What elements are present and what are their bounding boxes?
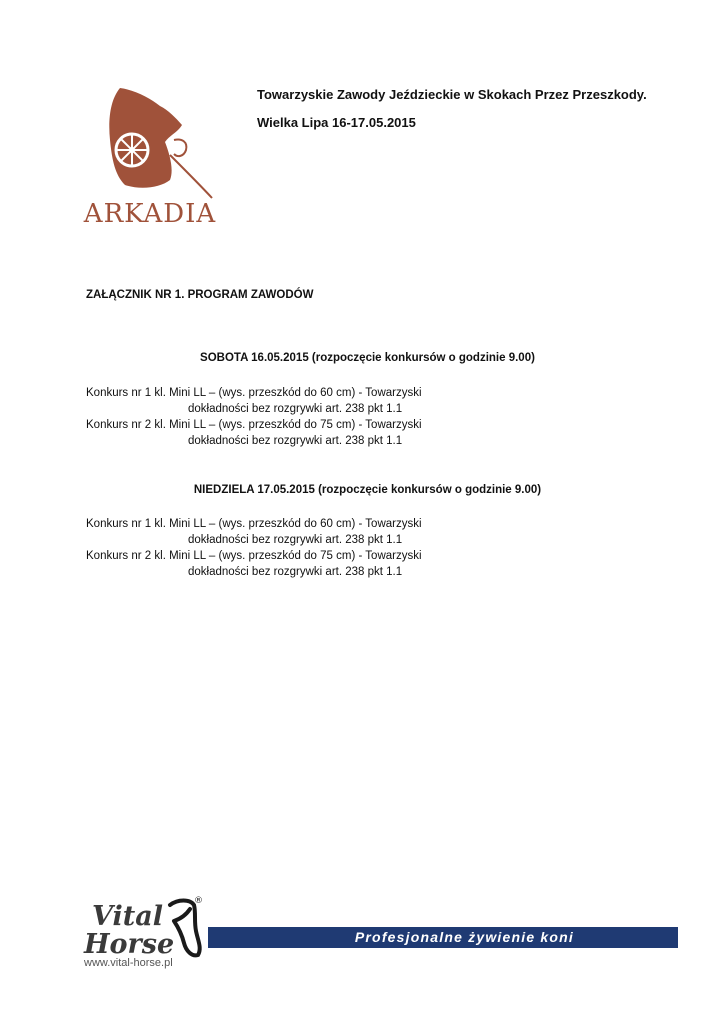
event-title: Towarzyskie Zawody Jeździeckie w Skokach Przez Przeszkody. <box>257 87 647 102</box>
event-date-place: Wielka Lipa 16-17.05.2015 <box>257 115 416 130</box>
day-heading-saturday: SOBOTA 16.05.2015 (rozpoczęcie konkursów o godzinie 9.00) <box>200 352 535 364</box>
rein-line <box>170 155 212 198</box>
footer-slogan: Profesjonalne żywienie koni <box>354 929 574 945</box>
competition-item: Konkurs nr 1 kl. Mini LL – (wys. przeszkód do 60 cm) - Towarzyski dokładności bez rozgrywki art. 238 pkt 1.1 <box>86 387 422 415</box>
horse-head-icon <box>170 901 200 956</box>
competition-item: Konkurs nr 2 kl. Mini LL – (wys. przeszkód do 75 cm) - Towarzyski dokładności bez rozgrywki art. 238 pkt 1.1 <box>86 419 422 447</box>
vital-horse-logo-line1: Vital <box>92 901 163 932</box>
vital-horse-logo-line2: Horse <box>84 929 175 960</box>
arkadia-logo <box>70 80 230 230</box>
footer-url[interactable]: www.vital-horse.pl <box>84 957 173 969</box>
attachment-title: ZAŁĄCZNIK NR 1. PROGRAM ZAWODÓW <box>86 289 314 301</box>
competition-item: Konkurs nr 1 kl. Mini LL – (wys. przeszkód do 60 cm) - Towarzyski dokładności bez rozgrywki art. 238 pkt 1.1 <box>86 518 422 546</box>
competition-item: Konkurs nr 2 kl. Mini LL – (wys. przeszkód do 75 cm) - Towarzyski dokładności bez rozgrywki art. 238 pkt 1.1 <box>86 550 422 578</box>
arkadia-logo-text: ARKADIA <box>83 199 217 229</box>
footer-band <box>208 927 678 948</box>
registered-mark: ® <box>194 896 203 906</box>
day-heading-sunday: NIEDZIELA 17.05.2015 (rozpoczęcie konkursów o godzinie 9.00) <box>193 484 542 496</box>
